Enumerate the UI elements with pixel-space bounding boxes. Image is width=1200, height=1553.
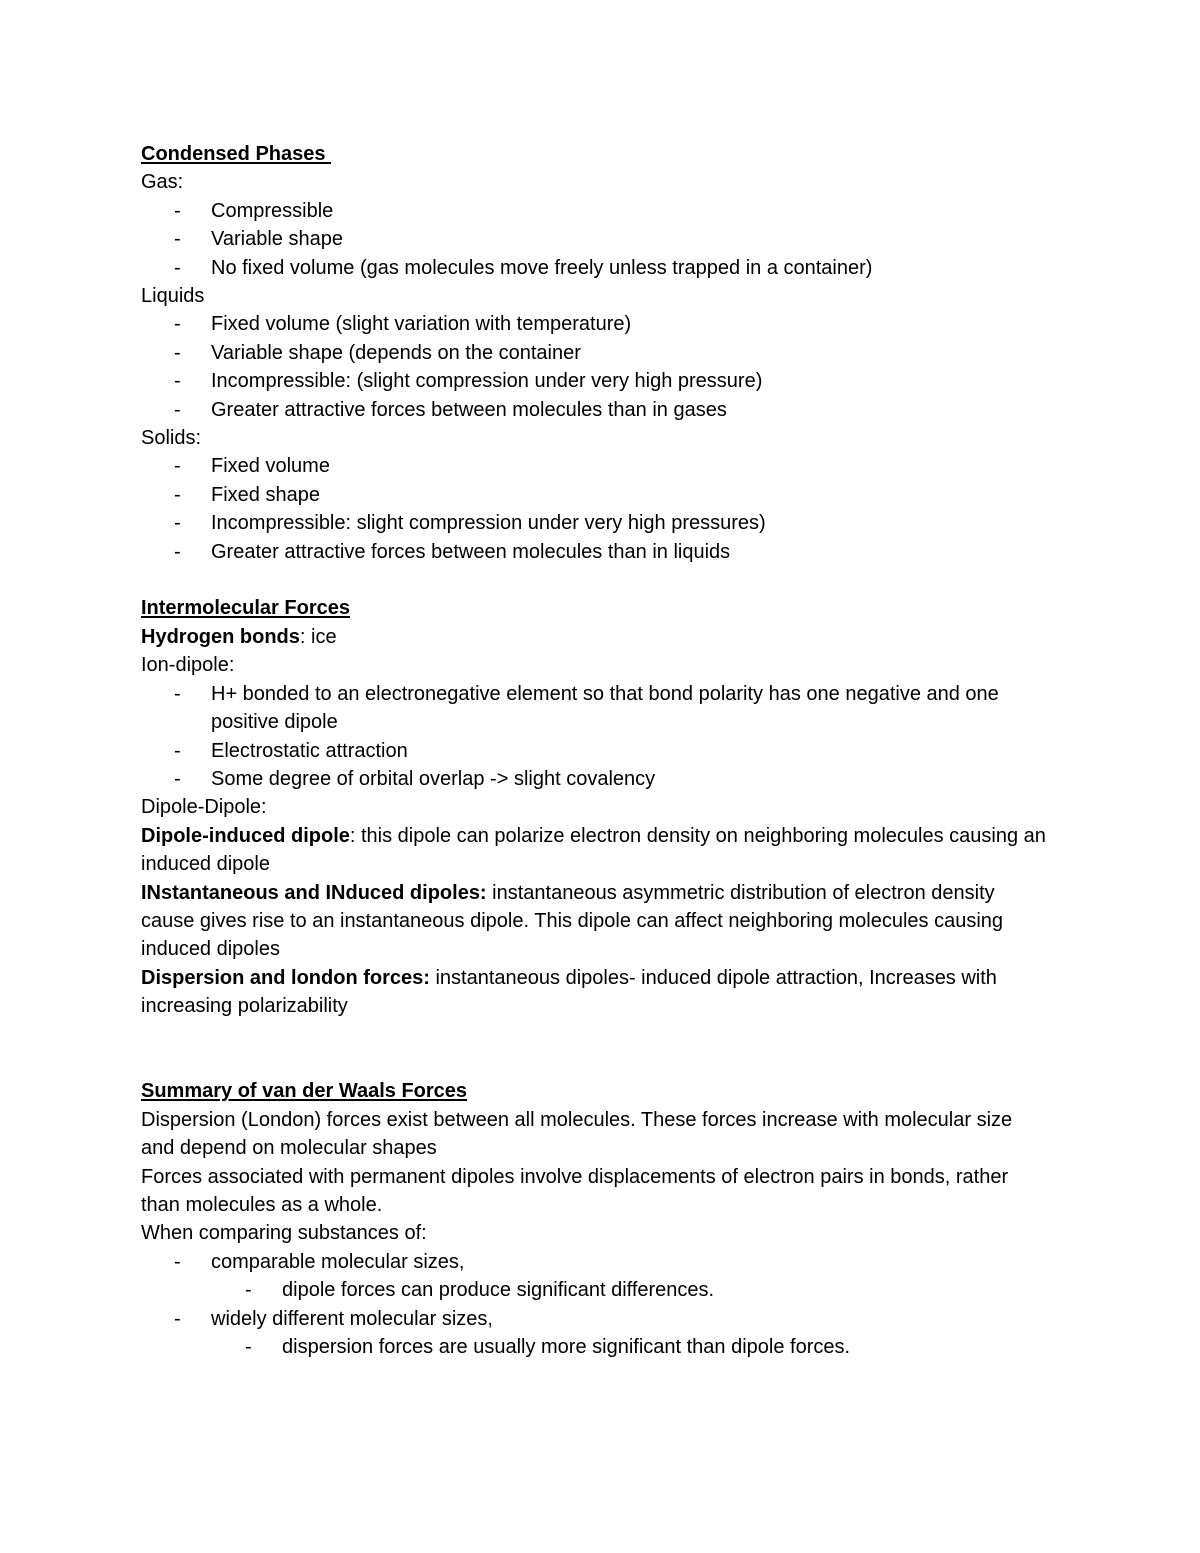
dispersion-london-text: instantaneous dipoles- induced dipole attraction, Increases with increasing polarizability [141,966,1003,1018]
hydrogen-bonds-text: : ice [299,625,337,648]
list-item [141,452,1051,480]
bullet-dash: - [245,1336,252,1359]
list-item [141,367,1051,395]
list-item-text: Greater attractive forces between molecules than in gases [211,398,727,421]
bullet-dash: - [245,1279,252,1302]
bullet-dash: - [174,455,181,478]
dipole-dipole-label: Dipole-Dipole: [141,796,267,819]
list-item-text: Variable shape (depends on the container [211,341,581,364]
bullet-dash: - [174,341,181,364]
bullet-dash: - [174,256,181,279]
document-page [141,140,1051,1361]
summary-paragraph: Dispersion (London) forces exist between all molecules. These forces increase with molecular size and depend on molecular shapes [141,1108,1018,1160]
bullet-dash: - [174,682,181,705]
list-item [141,339,1051,367]
heading-intermolecular-forces: Intermolecular Forces [141,597,350,620]
bullet-dash: - [174,199,181,222]
list-item-text: No fixed volume (gas molecules move freely unless trapped in a container) [211,256,873,279]
list-item-text: Incompressible: (slight compression under very high pressure) [211,370,763,393]
list-item-text: Variable shape [211,228,343,251]
instantaneous-induced-paragraph [141,879,1051,964]
list-item-text: Incompressible: slight compression under very high pressures) [211,512,766,535]
list-item [141,765,1051,793]
list-item [141,310,1051,338]
gas-label: Gas: [141,171,184,194]
list-item [141,1305,1051,1333]
blank-line [141,1021,1051,1078]
bullet-dash: - [174,313,181,336]
list-item-text: Greater attractive forces between molecules than in liquids [211,540,731,563]
hydrogen-bonds-term: Hydrogen bonds [141,625,300,648]
dispersion-london-paragraph [141,964,1051,1021]
list-item [141,509,1051,537]
list-item-text: Some degree of orbital overlap -> slight covalency [211,767,656,790]
bullet-dash: - [174,370,181,393]
sub-list-item [141,1333,1051,1361]
list-item [141,1248,1051,1276]
summary-paragraph: Forces associated with permanent dipoles involve displacements of electron pairs in bonds, rather than molecules as a whole. [141,1165,1014,1216]
list-item [141,225,1051,253]
bullet-dash: - [174,398,181,421]
list-item [141,737,1051,765]
heading-condensed-phases: Condensed Phases [141,143,332,165]
liquids-label: Liquids [141,285,205,308]
list-item-text: Compressible [211,199,334,222]
blank-line [141,566,1051,594]
list-item-text: Electrostatic attraction [211,739,408,762]
hydrogen-bonds-line [141,623,1051,651]
list-item-text: Fixed volume [211,455,330,478]
list-item-text: H+ bonded to an electronegative element so that bond polarity has one negative and one positive dipole [211,682,999,734]
list-item-text: comparable molecular sizes, [211,1250,465,1273]
sub-list-item-text: dipole forces can produce significant differences. [282,1279,715,1302]
dispersion-london-term: Dispersion and london forces: [141,966,430,989]
dipole-induced-dipole-text: : this dipole can polarize electron density on neighboring molecules causing an induced dipole [141,824,1052,876]
bullet-dash: - [174,483,181,506]
list-item [141,481,1051,509]
ion-dipole-label: Ion-dipole: [141,654,235,677]
bullet-dash: - [174,1250,181,1273]
bullet-dash: - [174,512,181,535]
list-item-text: Fixed volume (slight variation with temperature) [211,313,632,336]
bullet-dash: - [174,767,181,790]
bullet-dash: - [174,739,181,762]
instantaneous-induced-text: instantaneous asymmetric distribution of electron density cause gives rise to an instantaneous dipole. This dipole can affect neighboring molecules causing induced dipoles [141,881,1009,961]
list-item [141,254,1051,282]
solids-label: Solids: [141,427,202,450]
summary-paragraph: When comparing substances of: [141,1222,427,1245]
list-item-text: Fixed shape [211,483,320,506]
list-item [141,197,1051,225]
sub-list-item [141,1276,1051,1304]
list-item [141,680,1051,737]
list-item [141,396,1051,424]
bullet-dash: - [174,1307,181,1330]
bullet-dash: - [174,540,181,563]
dipole-induced-dipole-paragraph [141,822,1051,879]
heading-summary-van-der-waals: Summary of van der Waals Forces [141,1080,468,1103]
list-item-text: widely different molecular sizes, [211,1307,493,1330]
sub-list-item-text: dispersion forces are usually more significant than dipole forces. [282,1336,851,1359]
list-item [141,538,1051,566]
instantaneous-induced-term: INstantaneous and INduced dipoles: [141,881,487,904]
dipole-induced-dipole-term: Dipole-induced dipole [141,824,350,847]
bullet-dash: - [174,228,181,251]
